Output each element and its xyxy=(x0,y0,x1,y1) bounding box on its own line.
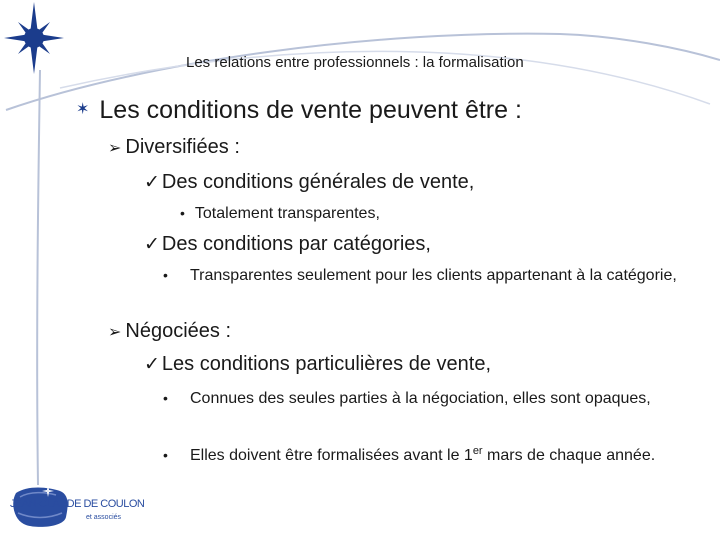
bullet-text: Diversifiées : xyxy=(125,136,240,158)
superscript: er xyxy=(472,445,483,457)
bullet-level1 xyxy=(108,320,231,343)
bullet-level0 xyxy=(76,96,522,125)
bullet-level3: • Elles doivent être formalisées avant le 1er mars de chaque année. xyxy=(163,445,656,464)
bullet-text: Transparentes seulement pour les clients appartenant à la catégorie, xyxy=(190,267,677,284)
arrow-bullet-icon: ➢ xyxy=(108,140,122,157)
bullet-text: Des conditions générales de vente, xyxy=(161,171,475,193)
slide-header-title: Les relations entre professionnels : la formalisation xyxy=(186,54,524,71)
logo-name: JEAN-CLAUDE DE COULON xyxy=(10,498,145,510)
bullet-level2 xyxy=(144,171,474,194)
bullet-text: Les conditions de vente peuvent être : xyxy=(99,96,522,124)
check-bullet-icon: ✓ xyxy=(144,234,160,255)
dot-bullet-icon: • xyxy=(180,205,185,221)
check-bullet-icon: ✓ xyxy=(144,172,160,193)
bullet-level2 xyxy=(144,233,431,256)
bullet-text: Les conditions particulières de vente, xyxy=(161,353,492,375)
bullet-level3: • Connues des seules parties à la négociation, elles sont opaques, xyxy=(163,390,651,407)
bullet-text: Connues des seules parties à la négociation, elles sont opaques, xyxy=(190,390,651,407)
arrow-bullet-icon: ➢ xyxy=(108,324,122,341)
star-bullet-icon: ✶ xyxy=(76,101,90,118)
bullet-text: Négociées : xyxy=(125,320,232,342)
bullet-level3: • Transparentes seulement pour les clients appartenant à la catégorie, xyxy=(163,267,677,284)
bullet-level1 xyxy=(108,136,240,159)
bullet-level2 xyxy=(144,353,491,376)
logo-subtitle: et associés xyxy=(86,514,122,521)
bullet-level3 xyxy=(180,203,700,224)
bullet-text: Des conditions par catégories, xyxy=(161,233,431,255)
check-bullet-icon: ✓ xyxy=(144,354,160,375)
bullet-text-before: Elles doivent être formalisées avant le 1 xyxy=(190,447,473,464)
bullet-text-after: mars de chaque année. xyxy=(482,447,656,464)
bullet-text: Totalement transparentes, xyxy=(194,205,380,222)
